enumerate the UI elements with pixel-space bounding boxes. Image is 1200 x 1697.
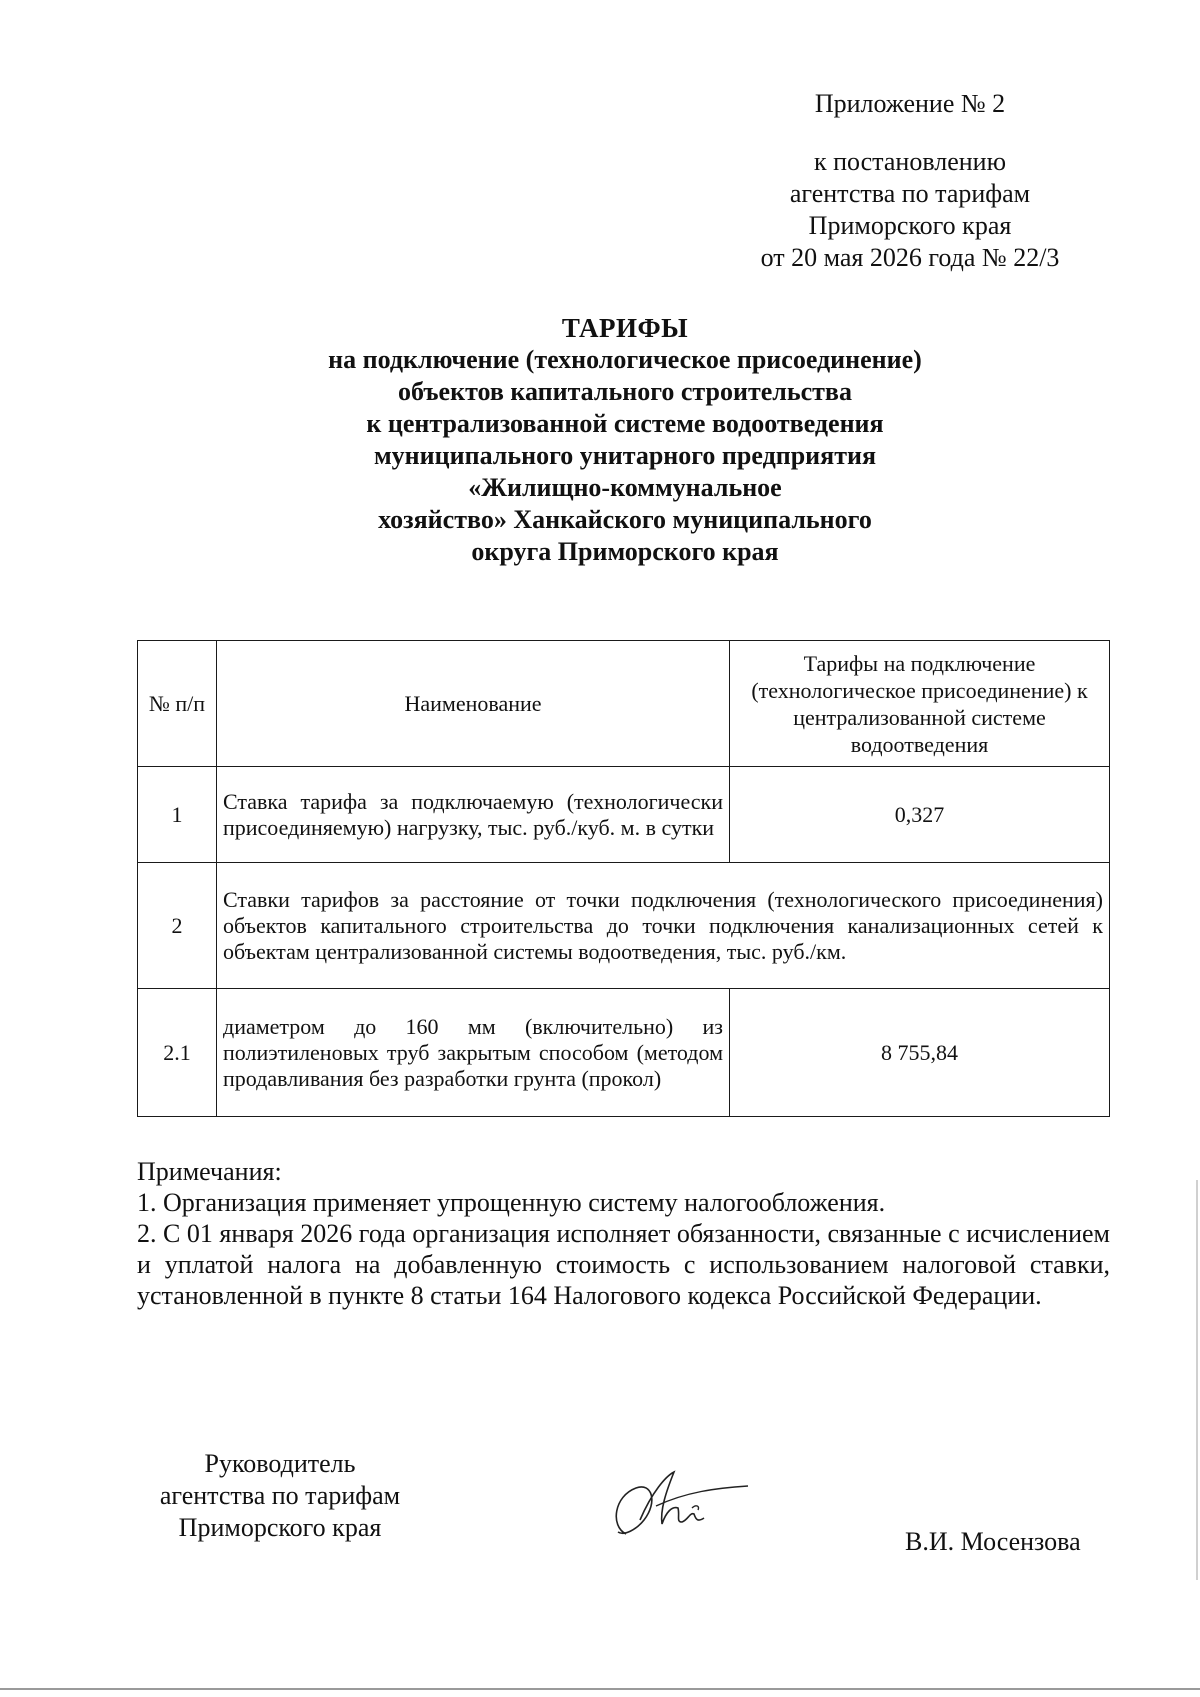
row-num: 2 [138, 863, 217, 989]
row-num: 2.1 [138, 989, 217, 1117]
title-line: муниципального унитарного предприятия [373, 441, 877, 470]
title-main: ТАРИФЫ [561, 313, 689, 343]
appendix-line: Приморского края [808, 211, 1012, 240]
appendix-line: от 20 мая 2026 года № 22/3 [760, 243, 1060, 272]
header-num: № п/п [138, 641, 217, 767]
title-line: «Жилищно-коммунальное [468, 473, 782, 502]
note-item: 1. Организация применяет упрощенную систему налогообложения. [137, 1188, 886, 1217]
note-item: 2. С 01 января 2026 года организация исполняет обязанности, связанные с исчислением и уплатой налога на добавленную стоимость с использованием налоговой ставки, установленной в пункте 8 статьи 164 Налогового кодекса Российской Федерации. [137, 1219, 1110, 1310]
row-value: 8 755,84 [730, 989, 1110, 1117]
table-header-row [138, 641, 1110, 767]
title-line: хозяйство» Ханкайского муниципального [378, 505, 872, 534]
table-row [138, 767, 1110, 863]
tariff-table [137, 640, 1110, 1117]
title-line: объектов капитального строительства [398, 377, 852, 406]
row-num: 1 [138, 767, 217, 863]
signer-position-line: агентства по тарифам [159, 1481, 401, 1510]
header-name: Наименование [217, 641, 730, 767]
row-name: Ставка тарифа за подключаемую (технологически присоединяемую) нагрузку, тыс. руб./куб. м. в сутки [217, 767, 730, 863]
signer-position-line: Приморского края [178, 1513, 382, 1542]
table-row [138, 989, 1110, 1117]
title-line: округа Приморского края [471, 537, 779, 566]
handwritten-signature-icon [596, 1462, 756, 1552]
row-name: Ставки тарифов за расстояние от точки подключения (технологического присоединения) объектов капитального строительства до точки подключения канализационных сетей к объектам централизованной системы водоотведения, тыс. руб./км. [217, 863, 1110, 989]
document-title [200, 312, 1050, 568]
appendix-line: к постановлению [813, 147, 1007, 176]
scan-edge-line [0, 1688, 1200, 1690]
signer-position-line: Руководитель [204, 1449, 356, 1478]
row-name: диаметром до 160 мм (включительно) из полиэтиленовых труб закрытым способом (методом продавливания без разработки грунта (прокол) [217, 989, 730, 1117]
appendix-header [700, 88, 1120, 274]
appendix-label: Приложение № 2 [814, 89, 1006, 118]
signer-position [130, 1448, 430, 1544]
appendix-line: агентства по тарифам [789, 179, 1031, 208]
scan-edge-line [1196, 1180, 1198, 1580]
signer-name: В.И. Мосензова [905, 1527, 1081, 1556]
notes-section [137, 1156, 1110, 1311]
row-value: 0,327 [730, 767, 1110, 863]
title-line: на подключение (технологическое присоединение) [328, 345, 922, 374]
header-value: Тарифы на подключение (технологическое присоединение) к централизованной системе водоотведения [730, 641, 1110, 767]
table-row [138, 863, 1110, 989]
title-line: к централизованной системе водоотведения [366, 409, 884, 438]
notes-heading: Примечания: [137, 1157, 282, 1186]
